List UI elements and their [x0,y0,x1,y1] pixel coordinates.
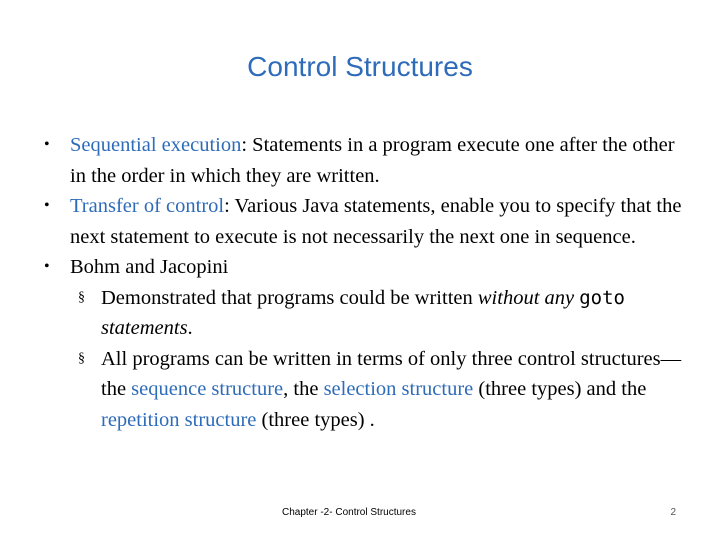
term-transfer-of-control: Transfer of control [70,195,225,217]
subitem-text: (three types) and the [473,378,647,400]
subitem-text: All programs can be written in terms of only three control structures—the [101,347,682,400]
slide-title: Control Structures [247,51,473,82]
bullet-text: : Statements in a program execute one after the other in the order in which they are written. [70,134,675,187]
subitem-text: Demonstrated that programs could be written [101,286,478,309]
bullet-sequential-execution [44,130,684,191]
code-goto: goto [579,286,625,309]
term-repetition-structure: repetition structure [101,408,257,431]
emphasis-without-any: without any [477,286,575,309]
term-sequential-execution: Sequential execution [70,134,242,156]
emphasis-statements: statements [101,317,188,339]
bullet-dot-icon: • [44,136,50,153]
page-number: 2 [670,507,676,518]
slide-body [44,130,684,435]
bullet-dot-icon: • [44,258,50,275]
bullet-transfer-of-control [44,191,684,252]
square-bullet-icon: § [78,289,85,305]
footer-chapter: Chapter -2- Control Structures [282,507,416,518]
subitem-text: (three types) . [256,408,375,431]
bullet-text: : Various Java statements, enable you to specify that the next statement to execute is not necessarily the next one in sequence. [70,195,682,248]
subitem-three-structures [44,344,684,436]
subitem-demonstrated [44,283,684,344]
bullet-bohm-jacopini [44,252,684,283]
square-bullet-icon: § [78,350,85,366]
subitem-end: . [187,317,193,339]
term-sequence-structure: sequence structure [131,378,284,400]
term-selection-structure: selection structure [323,378,474,400]
subitem-text: , the [283,378,324,400]
bullet-text: Bohm and Jacopini [70,256,229,278]
bullet-dot-icon: • [44,197,50,214]
